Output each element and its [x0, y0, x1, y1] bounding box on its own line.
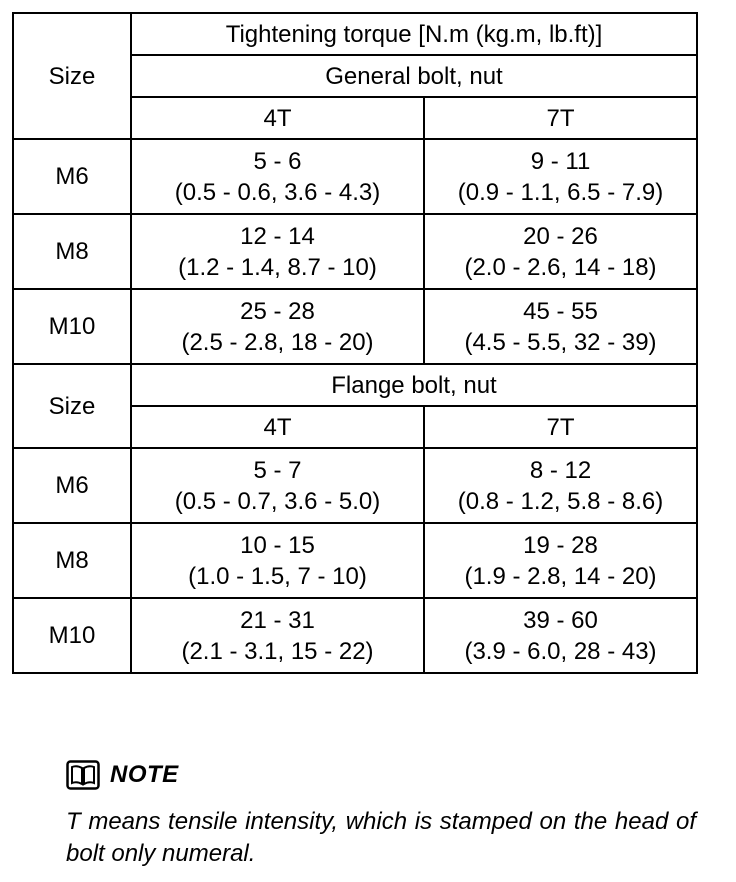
grade-4t-header: 4T: [131, 406, 424, 448]
note-header: [66, 758, 706, 792]
torque-nm: 9 - 11: [530, 147, 591, 175]
torque-7t-cell: [424, 448, 697, 523]
torque-detail: (1.2 - 1.4, 8.7 - 10): [178, 253, 377, 281]
general-bolt-title: General bolt, nut: [131, 55, 697, 97]
torque-detail: (1.0 - 1.5, 7 - 10): [188, 562, 367, 590]
torque-detail: (4.5 - 5.5, 32 - 39): [464, 328, 657, 356]
torque-nm: 39 - 60: [523, 606, 598, 634]
book-icon: [66, 760, 100, 790]
size-cell: M10: [13, 598, 131, 673]
table-row: [13, 289, 697, 364]
size-cell: M8: [13, 214, 131, 289]
flange-bolt-title: Flange bolt, nut: [131, 364, 697, 406]
note-block: [66, 758, 706, 870]
torque-nm: 5 - 7: [253, 456, 302, 484]
grade-7t-header: 7T: [424, 406, 697, 448]
torque-4t-cell: [131, 289, 424, 364]
torque-detail: (0.8 - 1.2, 5.8 - 8.6): [457, 487, 664, 515]
torque-4t-cell: [131, 598, 424, 673]
torque-4t-cell: [131, 448, 424, 523]
torque-nm: 8 - 12: [529, 456, 592, 484]
grade-4t-header: 4T: [131, 97, 424, 139]
torque-4t-cell: [131, 523, 424, 598]
torque-7t-cell: [424, 139, 697, 214]
torque-detail: (0.5 - 0.7, 3.6 - 5.0): [174, 487, 381, 515]
torque-detail: (3.9 - 6.0, 28 - 43): [464, 637, 657, 665]
note-text: T means tensile intensity, which is stamped on the head of bolt only numeral.: [66, 808, 696, 867]
size-cell: M6: [13, 139, 131, 214]
torque-nm: 10 - 15: [240, 531, 315, 559]
torque-detail: (0.5 - 0.6, 3.6 - 4.3): [174, 178, 381, 206]
torque-detail: (2.0 - 2.6, 14 - 18): [464, 253, 657, 281]
torque-table: [12, 12, 698, 674]
header-row: [13, 13, 697, 55]
torque-nm: 5 - 6: [253, 147, 302, 175]
torque-header: Tightening torque [N.m (kg.m, lb.ft)]: [131, 13, 697, 55]
torque-7t-cell: [424, 523, 697, 598]
torque-detail: (2.5 - 2.8, 18 - 20): [181, 328, 374, 356]
table-row: [13, 448, 697, 523]
torque-nm: 19 - 28: [523, 531, 598, 559]
size-header: Size: [13, 13, 131, 139]
torque-detail: (1.9 - 2.8, 14 - 20): [464, 562, 657, 590]
flange-title-row: [13, 364, 697, 406]
torque-7t-cell: [424, 214, 697, 289]
table-row: [13, 523, 697, 598]
table-row: [13, 214, 697, 289]
torque-nm: 25 - 28: [240, 297, 315, 325]
table-row: [13, 598, 697, 673]
torque-nm: 45 - 55: [523, 297, 598, 325]
torque-7t-cell: [424, 289, 697, 364]
torque-nm: 12 - 14: [240, 222, 315, 250]
note-title: NOTE: [110, 761, 179, 788]
grade-7t-header: 7T: [424, 97, 697, 139]
torque-nm: 20 - 26: [523, 222, 598, 250]
table-row: [13, 139, 697, 214]
size-cell: M8: [13, 523, 131, 598]
torque-7t-cell: [424, 598, 697, 673]
torque-detail: (2.1 - 3.1, 15 - 22): [181, 637, 374, 665]
torque-4t-cell: [131, 139, 424, 214]
torque-nm: 21 - 31: [240, 606, 315, 634]
torque-4t-cell: [131, 214, 424, 289]
torque-detail: (0.9 - 1.1, 6.5 - 7.9): [457, 178, 664, 206]
size-header: Size: [13, 364, 131, 448]
size-cell: M6: [13, 448, 131, 523]
size-cell: M10: [13, 289, 131, 364]
